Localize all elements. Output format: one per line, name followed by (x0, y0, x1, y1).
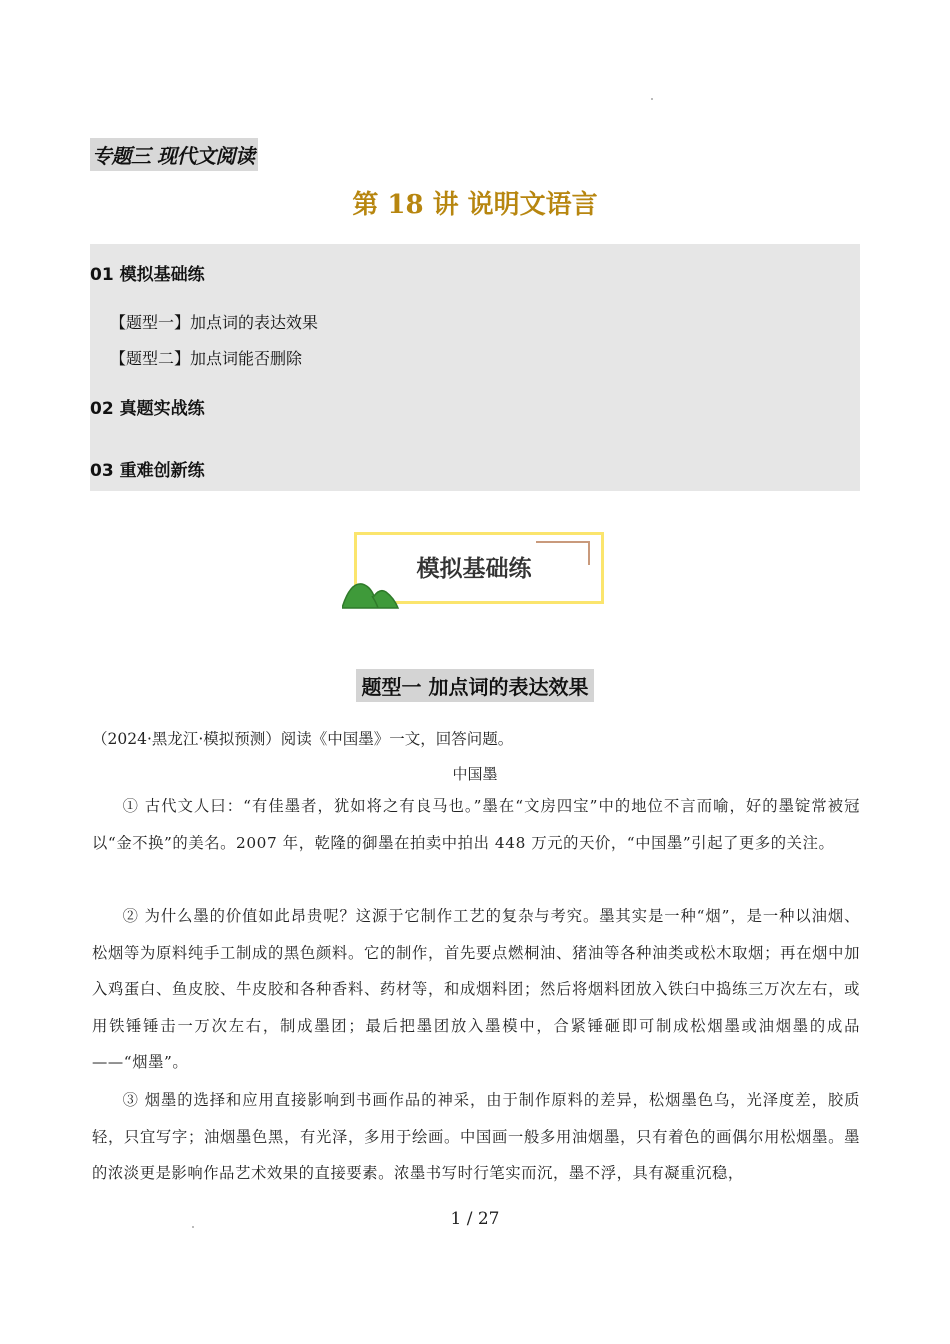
article-paragraph: ② 为什么墨的价值如此昂贵呢？这源于它制作工艺的复杂与考究。墨其实是一种“烟”，是一种以油烟、松烟等为原料纯手工制成的黑色颜料。它的制作，首先要点燃桐油、猪油等各种油类或松木取烟；再在烟中加入鸡蛋白、鱼皮胶、牛皮胶和各种香料、药材等，和成烟料团；然后将烟料团放入铁臼中捣练三万次左右，或用铁锤锤击一万次左右，制成墨团；最后把墨团放入墨模中，合紧锤砸即可制成松烟墨或油烟墨的成品——“烟墨”。 (92, 907, 860, 1072)
toc-item-type-one[interactable]: 【题型一】加点词的表达效果 (110, 313, 319, 332)
page-number: 1 / 27 (450, 1209, 500, 1229)
lecture-title (0, 184, 950, 221)
question-type-heading (0, 669, 950, 702)
article-paragraph: ③ 烟墨的选择和应用直接影响到书画作品的神采，由于制作原料的差异，松烟墨色乌，光泽度差，胶质轻，只宜写字；油烟墨色黑，有光泽，多用于绘画。中国画一般多用油烟墨，只有着色的画偶尔用松烟墨。墨的浓淡更是影响作品艺术效果的直接要素。浓墨书写时行笔实而沉，墨不浮，具有凝重沉稳， (92, 1091, 860, 1183)
banner-accent-line (536, 541, 588, 543)
toc-section-real-exam[interactable]: 02 真题实战练 (90, 399, 205, 419)
article-title: 中国墨 (452, 765, 498, 783)
table-of-contents (90, 244, 860, 491)
lecture-number: 18 (387, 190, 424, 220)
lecture-prefix: 第 (352, 190, 388, 220)
question-type-label: 题型一 加点词的表达效果 (356, 669, 595, 702)
scan-speck (651, 98, 653, 100)
toc-item-type-two[interactable]: 【题型二】加点词能否删除 (110, 349, 303, 368)
article-paragraph: ① 古代文人曰：“有佳墨者，犹如将之有良马也。”墨在“文房四宝”中的地位不言而喻，好的墨锭常被冠以“金不换”的美名。2007 年，乾隆的御墨在拍卖中拍出 448 万元的天价，“中国墨”引起了更多的关注。 (92, 797, 860, 852)
toc-section-basic[interactable]: 01 模拟基础练 (90, 265, 205, 285)
question-source: （2024·黑龙江·模拟预测）阅读《中国墨》一文，回答问题。 (92, 730, 514, 748)
section-banner (342, 528, 606, 610)
banner-label: 模拟基础练 (416, 556, 532, 582)
mountain-icon (342, 576, 402, 610)
toc-section-innovation[interactable]: 03 重难创新练 (90, 461, 205, 481)
topic-label: 专题三 现代文阅读 (90, 138, 258, 171)
lecture-name: 讲 说明文语言 (423, 190, 598, 220)
